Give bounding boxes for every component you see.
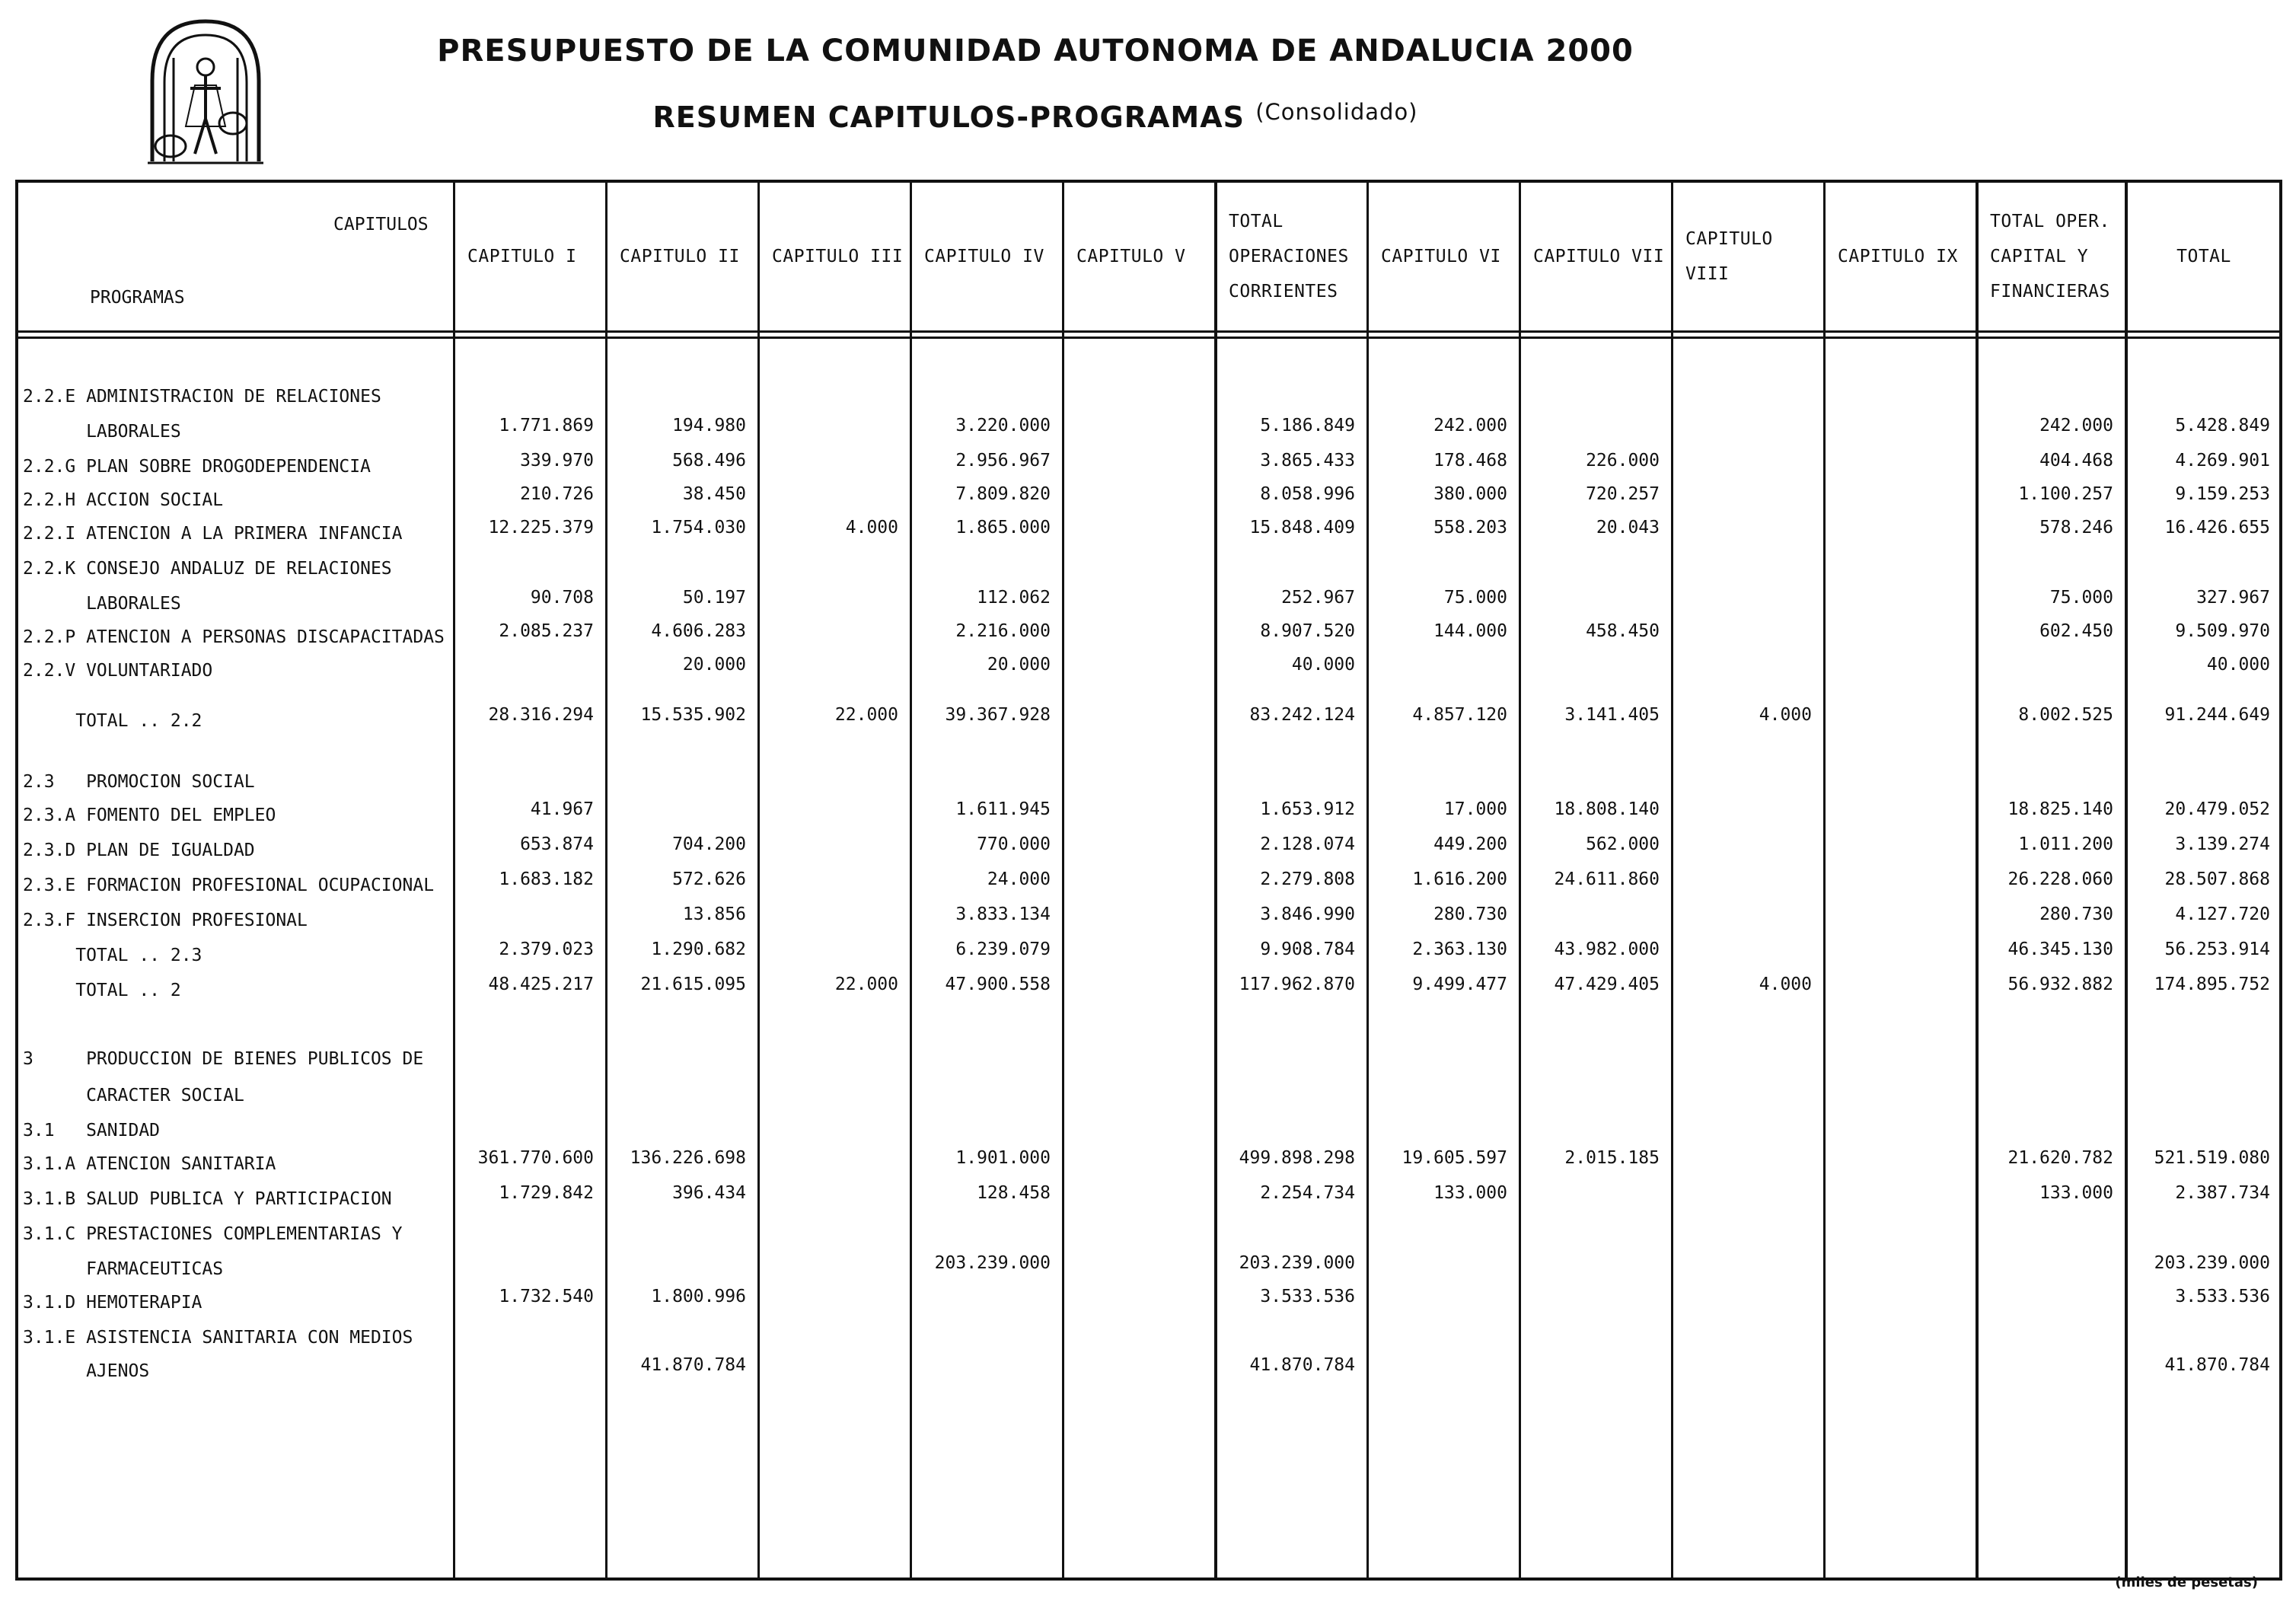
table-cell: 117.962.870: [1239, 975, 1355, 994]
table-cell: 1.865.000: [955, 518, 1051, 538]
table-cell: 24.611.860: [1554, 869, 1660, 889]
subtitle-note: (Consolidado): [1255, 99, 1418, 125]
table-cell: 20.479.052: [2164, 799, 2270, 819]
column-header-line: CAPITULO VIII: [1685, 229, 1773, 284]
program-label: 2.3.A FOMENTO DEL EMPLEO: [23, 806, 276, 825]
program-label: CARACTER SOCIAL: [23, 1086, 244, 1105]
table-cell: 48.425.217: [488, 975, 594, 994]
column-header-line: TOTAL: [2176, 247, 2231, 266]
table-cell: 3.139.274: [2175, 834, 2270, 854]
table-cell: 47.900.558: [945, 975, 1051, 994]
table-cell: 2.085.237: [499, 621, 594, 641]
column-header: [454, 183, 606, 330]
column-header-line: CAPITULO V: [1076, 247, 1186, 266]
program-label: 3.1.B SALUD PUBLICA Y PARTICIPACION: [23, 1189, 392, 1209]
program-label: 2.2.V VOLUNTARIADO: [23, 661, 213, 681]
table-cell: 194.980: [672, 416, 746, 435]
table-cell: 6.239.079: [955, 939, 1051, 959]
table-cell: 20.000: [682, 655, 746, 675]
table-cell: 136.226.698: [630, 1148, 746, 1168]
table-cell: 39.367.928: [945, 705, 1051, 725]
table-cell: 28.507.868: [2164, 869, 2270, 889]
program-label: FARMACEUTICAS: [23, 1259, 224, 1279]
column-header: [1063, 183, 1215, 330]
table-cell: 75.000: [2049, 588, 2113, 608]
column-header: [606, 183, 758, 330]
table-cell: 2.279.808: [1260, 869, 1355, 889]
table-cell: 2.254.734: [1260, 1183, 1355, 1203]
table-cell: 3.846.990: [1260, 904, 1355, 924]
table-cell: 15.535.902: [640, 705, 746, 725]
table-cell: 396.434: [672, 1183, 746, 1203]
column-header-line: CAPITAL Y: [1990, 247, 2089, 266]
table-cell: 28.316.294: [488, 705, 594, 725]
table-cell: 4.000: [1759, 975, 1812, 994]
table-cell: 562.000: [1586, 834, 1660, 854]
table-cell: 56.932.882: [2007, 975, 2113, 994]
program-label: 2.2.H ACCION SOCIAL: [23, 490, 224, 510]
table-cell: 13.856: [682, 904, 746, 924]
page-subtitle: [0, 99, 2071, 134]
table-cell: 578.246: [2039, 518, 2113, 538]
column-header: [1824, 183, 1976, 330]
program-label: LABORALES: [23, 422, 181, 442]
table-cell: 38.450: [682, 484, 746, 504]
table-cell: 18.808.140: [1554, 799, 1660, 819]
table-cell: 1.683.182: [499, 869, 594, 889]
table-cell: 112.062: [977, 588, 1051, 608]
column-header-line: CORRIENTES: [1229, 282, 1338, 301]
table-cell: 8.058.996: [1260, 484, 1355, 504]
table-cell: 18.825.140: [2007, 799, 2113, 819]
subtitle-text: RESUMEN CAPITULOS-PROGRAMAS: [652, 100, 1245, 134]
table-cell: 83.242.124: [1249, 705, 1355, 725]
table-cell: 568.496: [672, 451, 746, 471]
program-label: AJENOS: [23, 1361, 150, 1381]
table-cell: 210.726: [520, 484, 594, 504]
column-divider: [757, 183, 760, 1578]
table-cell: 203.239.000: [934, 1253, 1051, 1273]
table-cell: 8.002.525: [2018, 705, 2113, 725]
column-header-line: CAPITULO I: [467, 247, 577, 266]
table-cell: 16.426.655: [2164, 518, 2270, 538]
table-cell: 1.290.682: [651, 939, 746, 959]
table-cell: 499.898.298: [1239, 1148, 1355, 1168]
program-label: 3.1.A ATENCION SANITARIA: [23, 1154, 276, 1174]
table-cell: 20.000: [987, 655, 1051, 675]
table-cell: 572.626: [672, 869, 746, 889]
table-cell: 1.729.842: [499, 1183, 594, 1203]
table-cell: 2.015.185: [1564, 1148, 1660, 1168]
program-label: TOTAL .. 2.2: [23, 711, 202, 731]
table-cell: 4.606.283: [651, 621, 746, 641]
table-cell: 1.011.200: [2018, 834, 2113, 854]
program-label: 3 PRODUCCION DE BIENES PUBLICOS DE: [23, 1049, 424, 1069]
table-cell: 174.895.752: [2154, 975, 2270, 994]
column-header-line: TOTAL: [1229, 212, 1284, 231]
table-cell: 203.239.000: [1239, 1253, 1355, 1273]
table-cell: 602.450: [2039, 621, 2113, 641]
table-cell: 46.345.130: [2007, 939, 2113, 959]
column-header-line: CAPITULO VII: [1533, 247, 1665, 266]
table-cell: 144.000: [1433, 621, 1507, 641]
program-label: 2.3.E FORMACION PROFESIONAL OCUPACIONAL: [23, 876, 435, 895]
table-cell: 458.450: [1586, 621, 1660, 641]
table-cell: 50.197: [682, 588, 746, 608]
table-cell: 5.186.849: [1260, 416, 1355, 435]
table-cell: 47.429.405: [1554, 975, 1660, 994]
table-cell: 12.225.379: [488, 518, 594, 538]
units-note: (miles de pesetas): [2115, 1574, 2258, 1590]
program-label: 2.2.P ATENCION A PERSONAS DISCAPACITADAS: [23, 627, 445, 647]
table-cell: 3.865.433: [1260, 451, 1355, 471]
table-cell: 2.387.734: [2175, 1183, 2270, 1203]
table-cell: 41.870.784: [1249, 1355, 1355, 1375]
table-cell: 90.708: [530, 588, 594, 608]
table-cell: 203.239.000: [2154, 1253, 2270, 1273]
table-cell: 20.043: [1596, 518, 1660, 538]
table-cell: 41.967: [530, 799, 594, 819]
table-cell: 242.000: [2039, 416, 2113, 435]
column-header: [1520, 183, 1672, 330]
program-label: 3.1.D HEMOTERAPIA: [23, 1293, 202, 1313]
column-header-line: CAPITULO III: [772, 247, 904, 266]
header-separator: [18, 330, 2282, 333]
table-cell: 1.800.996: [651, 1287, 746, 1306]
table-cell: 56.253.914: [2164, 939, 2270, 959]
table-cell: 1.616.200: [1412, 869, 1507, 889]
table-cell: 2.956.967: [955, 451, 1051, 471]
table-cell: 133.000: [1433, 1183, 1507, 1203]
table-cell: 22.000: [834, 975, 898, 994]
table-cell: 40.000: [2206, 655, 2270, 675]
column-divider: [1823, 183, 1826, 1578]
column-divider: [1671, 183, 1673, 1578]
table-cell: 9.159.253: [2175, 484, 2270, 504]
table-cell: 22.000: [834, 705, 898, 725]
table-cell: 9.908.784: [1260, 939, 1355, 959]
table-cell: 24.000: [987, 869, 1051, 889]
table-cell: 21.615.095: [640, 975, 746, 994]
program-label: 2.2.E ADMINISTRACION DE RELACIONES: [23, 387, 381, 407]
table-cell: 404.468: [2039, 451, 2113, 471]
column-header-line: FINANCIERAS: [1990, 282, 2110, 301]
table-cell: 339.970: [520, 451, 594, 471]
column-header-line: CAPITULO II: [620, 247, 740, 266]
table-cell: 75.000: [1443, 588, 1507, 608]
table-cell: 2.128.074: [1260, 834, 1355, 854]
table-cell: 1.653.912: [1260, 799, 1355, 819]
column-header-line: CAPITULO IV: [924, 247, 1044, 266]
table-cell: 1.754.030: [651, 518, 746, 538]
column-divider: [1062, 183, 1064, 1578]
table-cell: 1.901.000: [955, 1148, 1051, 1168]
table-cell: 133.000: [2039, 1183, 2113, 1203]
program-label: 3.1.E ASISTENCIA SANITARIA CON MEDIOS: [23, 1328, 413, 1348]
programas-label: PROGRAMAS: [90, 288, 185, 308]
table-cell: 43.982.000: [1554, 939, 1660, 959]
program-label: 2.3.F INSERCION PROFESIONAL: [23, 911, 308, 930]
table-cell: 9.499.477: [1412, 975, 1507, 994]
column-header-line: TOTAL OPER.: [1990, 212, 2110, 231]
table-cell: 280.730: [1433, 904, 1507, 924]
column-header: [1672, 183, 1824, 330]
table-cell: 178.468: [1433, 451, 1507, 471]
column-header-line: CAPITULO VI: [1381, 247, 1501, 266]
table-cell: 449.200: [1433, 834, 1507, 854]
column-header: [758, 183, 910, 330]
program-label: 2.2.I ATENCION A LA PRIMERA INFANCIA: [23, 524, 403, 544]
table-cell: 1.611.945: [955, 799, 1051, 819]
table-cell: 327.967: [2196, 588, 2270, 608]
table-cell: 7.809.820: [955, 484, 1051, 504]
column-header: [2125, 183, 2282, 330]
table-cell: 4.857.120: [1412, 705, 1507, 725]
column-header: [1976, 183, 2125, 330]
table-cell: 3.220.000: [955, 416, 1051, 435]
table-cell: 3.533.536: [1260, 1287, 1355, 1306]
table-cell: 91.244.649: [2164, 705, 2270, 725]
program-label: LABORALES: [23, 594, 181, 614]
table-cell: 770.000: [977, 834, 1051, 854]
table-cell: 4.269.901: [2175, 451, 2270, 471]
table-cell: 8.907.520: [1260, 621, 1355, 641]
table-cell: 5.428.849: [2175, 416, 2270, 435]
column-header: [1215, 183, 1367, 330]
table-cell: 280.730: [2039, 904, 2113, 924]
program-label: 3.1.C PRESTACIONES COMPLEMENTARIAS Y: [23, 1224, 403, 1244]
column-header: [1367, 183, 1520, 330]
table-cell: 226.000: [1586, 451, 1660, 471]
table-cell: 720.257: [1586, 484, 1660, 504]
table-cell: 380.000: [1433, 484, 1507, 504]
program-label: 2.2.K CONSEJO ANDALUZ DE RELACIONES: [23, 559, 392, 579]
table-cell: 19.605.597: [1402, 1148, 1507, 1168]
capitulos-label: CAPITULOS: [333, 215, 429, 234]
table-cell: 17.000: [1443, 799, 1507, 819]
table-cell: 653.874: [520, 834, 594, 854]
table-cell: 252.967: [1281, 588, 1355, 608]
table-cell: 242.000: [1433, 416, 1507, 435]
program-label: 3.1 SANIDAD: [23, 1121, 161, 1140]
program-label: 2.3 PROMOCION SOCIAL: [23, 772, 255, 792]
column-header: [910, 183, 1063, 330]
table-cell: 3.833.134: [955, 904, 1051, 924]
column-header-line: CAPITULO IX: [1838, 247, 1958, 266]
table-cell: 4.127.720: [2175, 904, 2270, 924]
page-title: PRESUPUESTO DE LA COMUNIDAD AUTONOMA DE ANDALUCIA 2000: [437, 33, 1634, 69]
program-label: TOTAL .. 2.3: [23, 946, 202, 965]
program-label: TOTAL .. 2: [23, 981, 181, 1000]
table-cell: 4.000: [1759, 705, 1812, 725]
table-cell: 3.141.405: [1564, 705, 1660, 725]
program-label: 2.3.D PLAN DE IGUALDAD: [23, 841, 255, 860]
table-cell: 1.100.257: [2018, 484, 2113, 504]
table-cell: 128.458: [977, 1183, 1051, 1203]
table-cell: 361.770.600: [477, 1148, 594, 1168]
table-cell: 15.848.409: [1249, 518, 1355, 538]
table-cell: 3.533.536: [2175, 1287, 2270, 1306]
table-cell: 4.000: [845, 518, 898, 538]
table-cell: 41.870.784: [2164, 1355, 2270, 1375]
table-cell: 2.379.023: [499, 939, 594, 959]
table-cell: 2.363.130: [1412, 939, 1507, 959]
program-label: 2.2.G PLAN SOBRE DROGODEPENDENCIA: [23, 457, 371, 477]
table-cell: 704.200: [672, 834, 746, 854]
column-header-line: OPERACIONES: [1229, 247, 1349, 266]
table-cell: 521.519.080: [2154, 1148, 2270, 1168]
table-cell: 2.216.000: [955, 621, 1051, 641]
table-cell: 1.771.869: [499, 416, 594, 435]
table-cell: 1.732.540: [499, 1287, 594, 1306]
table-cell: 40.000: [1291, 655, 1355, 675]
table-cell: 21.620.782: [2007, 1148, 2113, 1168]
header-separator-double: [18, 337, 2282, 339]
table-cell: 558.203: [1433, 518, 1507, 538]
table-cell: 26.228.060: [2007, 869, 2113, 889]
table-cell: 9.509.970: [2175, 621, 2270, 641]
table-cell: 41.870.784: [640, 1355, 746, 1375]
